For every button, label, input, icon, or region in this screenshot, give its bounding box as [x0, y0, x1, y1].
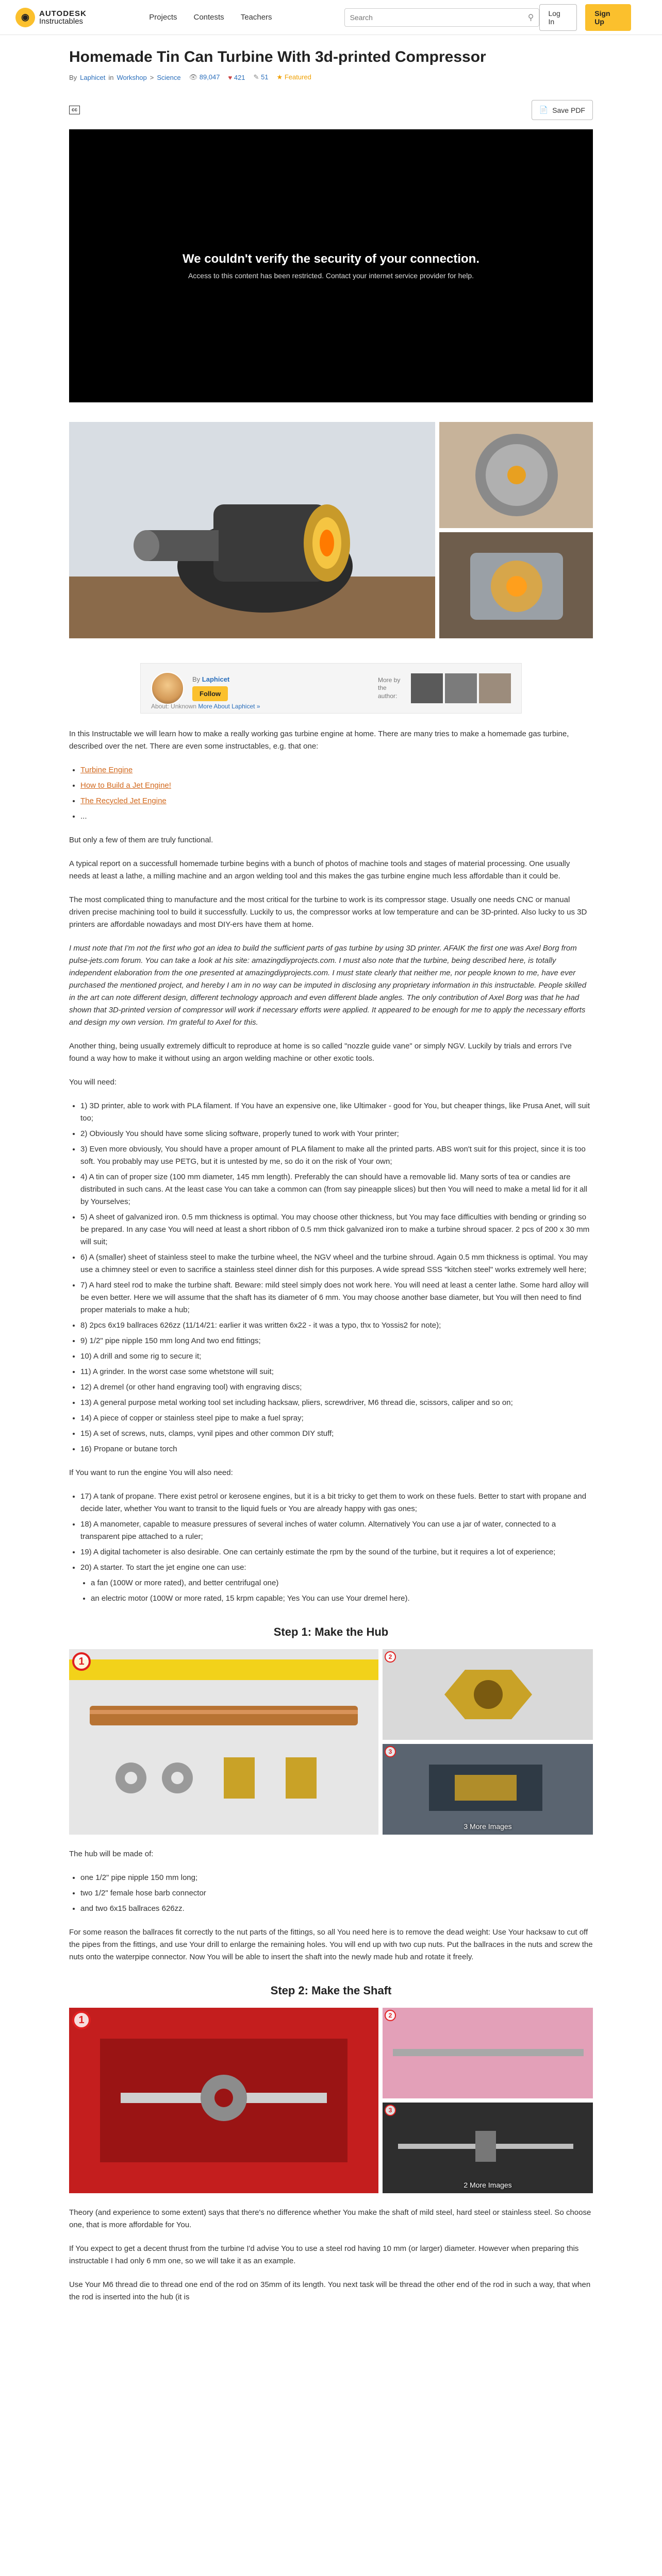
author-thumb-2[interactable] — [445, 673, 477, 703]
related-link[interactable]: The Recycled Jet Engine — [80, 796, 167, 805]
author-about: About: Unknown More About Laphicet » — [151, 703, 260, 710]
list-item: • ... — [80, 810, 593, 823]
list-item: • 3) Even more obviously, You should have a proper amount of PLA filament to make all the printed parts. ABS won't suit for this project, since it is too soft. You probably may use PETG, but it is untested by me, so do it on the risk of Your own; — [80, 1143, 593, 1168]
views-count: 89,047 — [199, 73, 220, 81]
favorites-stat — [228, 74, 245, 81]
step2-paragraph-2: If You expect to get a decent thrust from the turbine I'd advise You to use a steel rod having 10 mm (or larger) diameter. However when preparing this instructable I had only 6 mm one, so we will take it as an example. — [69, 2244, 579, 2265]
list-item: • 10) A drill and some rig to secure it; — [80, 1350, 593, 1363]
search-box — [344, 8, 540, 27]
step1-side — [383, 1649, 593, 1835]
intro-paragraph-5: I must note that I'm not the first who got an idea to build the sufficient parts of gas turbine by using 3D printer. AFAIK the first one was Axel Borg from pulse-jets.com forum. You can take a look at his site: amazingdiyprojects.com. I must also note that the turbine, being described here, is totally independent elaboration from the one presented at amazingdiyprojects.com. I must state clearly that neither me, nor people known to me, have ever purchased the mentioned project, and hereby I am in no way can be imputed in disclosing any proprietary information in this instructable. People skilled in the art can note different design, different technology approach and even different blade angles. The only contribution of Axel Borg was that he had shown that 3D-printed version of compressor will work if necessary efforts were applied. It appeared to be enough for me to apply the necessary efforts and design my own version. I'm grateful to Axel for this. — [69, 944, 587, 1027]
author-thumb-1[interactable] — [411, 673, 443, 703]
video-embed[interactable] — [69, 129, 593, 402]
list-item: • 11) A grinder. In the worst case some whetstone will suit; — [80, 1366, 593, 1378]
subcategory-link[interactable]: Science — [157, 73, 181, 81]
nav-projects[interactable]: Projects — [149, 13, 177, 22]
related-links — [80, 764, 593, 823]
more-by-author-label: More by the author: — [378, 676, 401, 700]
list-item: • 12) A dremel (or other hand engraving tool) with engraving discs; — [80, 1381, 593, 1394]
login-button[interactable]: Log In — [539, 4, 577, 31]
list-item: • 13) A general purpose metal working tool set including hacksaw, pliers, screwdriver, M6 thread die, scissors, caliper and so on; — [80, 1397, 593, 1409]
article-content — [69, 35, 593, 2303]
list-item: • 1) 3D printer, able to work with PLA filament. If You have an expensive one, like Ultimaker - good for You, but cheaper things, like Prusa Anet, will suit too; — [80, 1100, 593, 1125]
robot-logo-icon: ◉ — [15, 8, 35, 27]
gallery-thumb-1[interactable] — [439, 422, 593, 528]
list-item: • 15) A set of screws, nuts, clamps, vynil pipes and other common DIY stuff; — [80, 1428, 593, 1440]
threading-photo — [383, 2103, 593, 2193]
search-input[interactable] — [350, 13, 528, 22]
intro-gallery — [69, 422, 593, 638]
step2-main-image[interactable] — [69, 2008, 378, 2193]
intro-paragraph-4: The most complicated thing to manufacture and the most critical for the turbine to work is its compressor stage. Usually one needs CNC or manual driven precise machining tool to build it successfully. Luckily to us, the compressor works at low temperature and can be 3D-printed. Also lucky to us 3D printers are affordable nowadays and most DIY-ers have them at home. — [69, 895, 587, 929]
hub-parts-list — [80, 1872, 593, 1915]
follow-button[interactable]: Follow — [192, 686, 228, 701]
intro-paragraph-1: In this Instructable we will learn how to make a really working gas turbine engine at home. There are many tries to make a homemade gas turbine, described over the net. There are even some instructables, e.g. that one: — [69, 730, 569, 751]
license-bar — [69, 100, 593, 120]
hub-parts-photo — [69, 1649, 378, 1835]
intro-paragraph-2: But only a few of them are truly functional. — [69, 836, 213, 844]
intro-paragraph-6: Another thing, being usually extremely difficult to reproduce at home is so called "nozzle guide vane" or simply NGV. Luckily by trials and errors I've found a way how to make it without using an argon welding machine or other exotic tools. — [69, 1042, 572, 1063]
nav-links — [149, 13, 272, 22]
list-item: • 6) A (smaller) sheet of stainless steel to make the turbine wheel, the NGV wheel and the turbine shroud. Again 0.5 mm thickness is optimal. You may use a chimney steel or even to sacrifice a stainless steel dinner dish for this purposes. A wide spread SSS "kitchen steel" works extremely well here; — [80, 1251, 593, 1276]
list-item: • 5) A sheet of galvanized iron. 0.5 mm thickness is optimal. You may choose other thickness, but You may face difficulties with bending or grinding so be prepared. In any case You will need at least a short ribbon of 0.5 mm thick galvanized iron to make a turbine shroud spacer. 2 pcs of 200 x 30 mm will suit; — [80, 1211, 593, 1248]
tin-can-photo — [439, 532, 593, 638]
list-item: • an electric motor (100W or more rated, 15 krpm capable; Yes You can use Your dremel here). — [91, 1592, 593, 1605]
intro-paragraph-3: A typical report on a successfull homemade turbine begins with a bunch of photos of machine tools and stages of material processing. One usually needs at least a lathe, a milling machine and an argon welding tool and this makes the gas turbine engine much less affordable than it could be. — [69, 859, 570, 880]
logo-line1: AUTODESK — [39, 9, 87, 18]
step-number-badge: 3 — [385, 2105, 396, 2116]
views-stat — [189, 73, 220, 81]
related-link[interactable]: How to Build a Jet Engine! — [80, 781, 171, 790]
more-images-link[interactable]: 2 More Images — [464, 2181, 512, 2189]
gallery-thumb-2[interactable] — [439, 532, 593, 638]
needs-list — [80, 1100, 593, 1455]
list-item: • 14) A piece of copper or stainless steel pipe to make a fuel spray; — [80, 1412, 593, 1425]
step1-paragraph-1: The hub will be made of: — [69, 1850, 154, 1858]
breadcrumb-separator: > — [150, 73, 154, 81]
step2-side — [383, 2008, 593, 2193]
turbine-wheel-photo — [439, 422, 593, 528]
step2-title: Step 2: Make the Shaft — [270, 1984, 392, 1997]
list-item: • 7) A hard steel rod to make the turbine shaft. Beware: mild steel simply does not work here. You will need at least a center lathe. Some hard alloy will be even better. Here we will assume that the shaft has its diameter of 6 mm. You may choose another base diameter, but You will then need to find proper materials to make a hub; — [80, 1279, 593, 1316]
nav-contests[interactable]: Contests — [193, 13, 224, 22]
step2-thumb-1[interactable] — [383, 2008, 593, 2098]
list-item: • 16) Propane or butane torch — [80, 1443, 593, 1455]
list-item — [80, 764, 593, 776]
step-number-badge: 1 — [72, 1652, 91, 1671]
page-title: Homemade Tin Can Turbine With 3d-printed Compressor — [69, 48, 486, 65]
step1-thumb-1[interactable] — [383, 1649, 593, 1740]
step2-paragraph-3: Use Your M6 thread die to thread one end of the rod on 35mm of its length. You next task will be thread the other end of the rod in such a way, that when the rod is inserted into the hub (it is — [69, 2280, 591, 2301]
in-word: in — [108, 73, 114, 81]
list-item: • one 1/2" pipe nipple 150 mm long; — [80, 1872, 593, 1884]
gallery-main-image[interactable] — [69, 422, 435, 638]
author-thumb-3[interactable] — [479, 673, 511, 703]
die-tool-photo — [69, 2008, 378, 2193]
heart-icon: ♥ — [228, 73, 233, 81]
gallery-side — [439, 422, 593, 638]
list-item: • 8) 2pcs 6x19 ballraces 626zz (11/14/21: earlier it was written 6x22 - it was a typo, thx to Yossis2 for note); — [80, 1319, 593, 1332]
article-body — [69, 728, 593, 1605]
instructables-logo[interactable] — [15, 8, 134, 27]
starters-list — [91, 1577, 593, 1605]
video-error-message: Access to this content has been restricted. Contact your internet service provider for help. — [188, 272, 474, 280]
logo-line2: Instructables — [39, 16, 84, 26]
pdf-icon: 📄 — [539, 106, 549, 114]
author-name[interactable]: Laphicet — [202, 675, 230, 683]
step1-title: Step 1: Make the Hub — [273, 1625, 389, 1638]
author-box — [140, 663, 522, 714]
signup-button[interactable]: Sign Up — [585, 4, 631, 31]
step1-body — [69, 1848, 593, 1963]
rod-photo — [383, 2008, 593, 2098]
step-number-badge: 2 — [385, 2010, 396, 2021]
by-prefix: By — [69, 73, 77, 81]
list-item: • a fan (100W or more rated), and better centrifugal one) — [91, 1577, 593, 1589]
list-item: • 20) A starter. To start the jet engine one can use: • a fan (100W or more rated), and better centrifugal one) • an electric motor (100W or more rated, 15 krpm capable; Yes You can use Your dremel here). — [80, 1562, 593, 1605]
star-icon: ★ — [276, 73, 283, 81]
intro-paragraph-7: You will need: — [69, 1078, 117, 1087]
list-item: • 19) A digital tachometer is also desirable. One can certainly estimate the rpm by the sound of the turbine, but it requires a lot of experience; — [80, 1546, 593, 1558]
fitting-photo — [383, 1649, 593, 1740]
author-byline: By Laphicet — [192, 675, 230, 683]
step1-gallery — [69, 1649, 593, 1835]
article-meta — [69, 73, 593, 81]
comments-stat — [254, 73, 269, 81]
step1-main-image[interactable] — [69, 1649, 378, 1835]
list-item — [80, 779, 593, 792]
list-item: • 18) A manometer, capable to measure pressures of several inches of water column. Alternatively You can use a jar of water, connected to a transparent pipe attached to a ruler; — [80, 1518, 593, 1543]
list-item: • 2) Obviously You should have some slicing software, properly tuned to work with Your printer; — [80, 1128, 593, 1140]
list-item: • and two 6x15 ballraces 626zz. — [80, 1903, 593, 1915]
step2-paragraph-1: Theory (and experience to some extent) says that there's no difference whether You make the shaft of mild steel, hard steel or stainless steel. So choose one, that is more affordable for You. — [69, 2208, 591, 2229]
comment-icon: ✎ — [253, 73, 259, 81]
comments-count: 51 — [261, 73, 269, 81]
step2-gallery — [69, 2008, 593, 2193]
list-item: • two 1/2" female hose barb connector — [80, 1887, 593, 1900]
step2-body — [69, 2207, 593, 2303]
favorites-count: 421 — [234, 73, 245, 81]
step1-thumb-2[interactable] — [383, 1744, 593, 1835]
cc-license-badge[interactable]: cc — [69, 106, 80, 114]
video-error-heading: We couldn't verify the security of your connection. — [182, 252, 480, 266]
step2-thumb-2[interactable] — [383, 2103, 593, 2193]
list-item: • 9) 1/2" pipe nipple 150 mm long And two end fittings; — [80, 1335, 593, 1347]
category-link[interactable]: Workshop — [117, 73, 147, 81]
related-link[interactable]: Turbine Engine — [80, 766, 133, 774]
nav-teachers[interactable]: Teachers — [240, 13, 272, 22]
step-number-badge: 3 — [385, 1746, 396, 1757]
step-number-badge: 2 — [385, 1651, 396, 1663]
turbine-photo — [69, 422, 435, 638]
step-number-badge: 1 — [72, 2011, 91, 2029]
vise-photo — [383, 1744, 593, 1835]
list-item — [80, 795, 593, 807]
save-pdf-button[interactable]: 📄 Save PDF — [532, 100, 593, 120]
avatar[interactable] — [151, 672, 184, 705]
author-project-thumbs — [411, 673, 511, 703]
list-item: • 17) A tank of propane. There exist petrol or kerosene engines, but it is a bit tricky to get them to work on these fuels. Better to start with propane and decide later, whether You want to transit to the liquid fuels or You are already happy with gas ones; — [80, 1490, 593, 1515]
featured-badge: ★ Featured — [276, 73, 311, 81]
top-nav — [0, 0, 662, 35]
search-icon[interactable]: ⚲ — [527, 13, 534, 22]
intro-paragraph-8: If You want to run the engine You will also need: — [69, 1468, 233, 1477]
needs2-list — [80, 1490, 593, 1605]
more-images-link[interactable]: 3 More Images — [464, 1822, 512, 1831]
more-about-link[interactable]: More About Laphicet » — [198, 703, 260, 710]
eye-icon: 👁 — [189, 73, 198, 81]
list-item: • 4) A tin can of proper size (100 mm diameter, 145 mm length). Preferably the can should have a removable lid. Many sorts of tea or candies are distributed in such cans. At the least case You can take a common can (from say pineapple slices) but then You will need to make a metal lid for it all by Yourselves; — [80, 1171, 593, 1208]
step1-paragraph-2: For some reason the ballraces fit correctly to the nut parts of the fittings, so all You need here is to remove the dead weight: Use Your hacksaw to cut off the pipes from the fittings, and use Your drill to enlarge the remaining holes. You will end up with two cup nuts. Put the ballraces in the nuts and screw the nuts onto the waterpipe connector. Now You will be able to insert the shaft into the newly made hub and rotate it freely. — [69, 1928, 593, 1961]
author-link[interactable]: Laphicet — [80, 73, 106, 81]
